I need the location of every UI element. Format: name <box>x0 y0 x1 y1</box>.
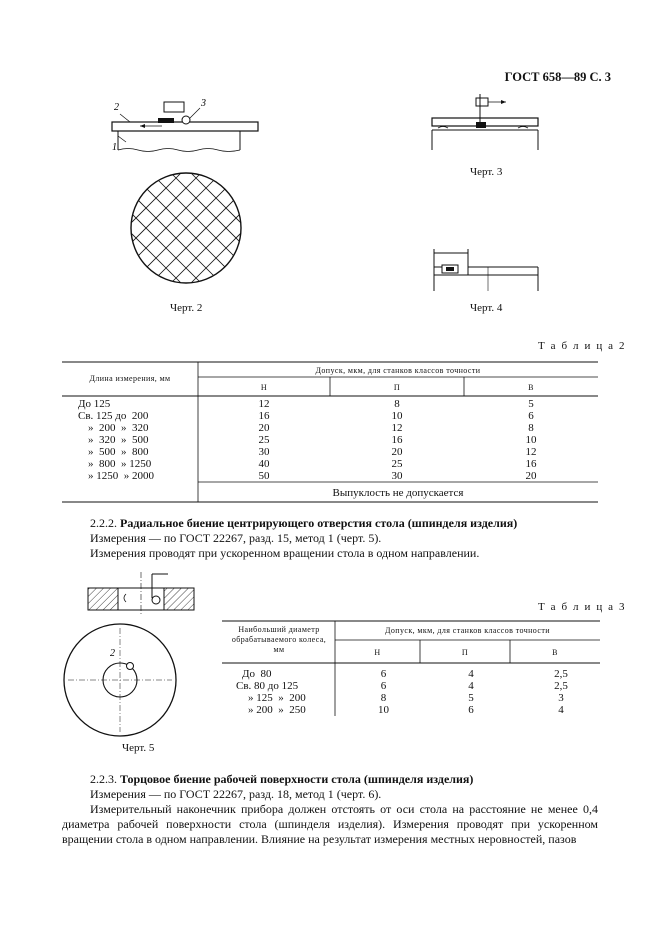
table-row: До 125 12 8 5 <box>78 398 534 410</box>
figure-3-caption: Черт. 3 <box>470 166 503 178</box>
table-row: » 200 » 320 20 12 8 <box>88 422 534 434</box>
table-row: » 1250 » 2000 50 30 20 <box>88 470 537 482</box>
section-223-heading <box>90 772 610 787</box>
table-2-class-h: Н <box>260 383 268 392</box>
section-222-line1: Измерения — по ГОСТ 22267, разд. 15, метод 1 (черт. 5). <box>90 531 382 545</box>
section-223-title: Торцовое биение рабочей поверхности стола (шпинделя изделия) <box>120 772 474 786</box>
section-223-paragraph: Измерительный наконечник прибора должен отстоять от оси стола на расстояние не менее 0,4 диаметра рабочей поверхности стола (шпинделя изделия). Измерения проводят при ускоренном вращении стола в одном направлении. Влияние на результат измерения местных неровностей, пазов <box>62 802 598 846</box>
fig2-label-1: 1 <box>112 142 117 153</box>
fig5-label-2: 2 <box>110 648 115 659</box>
table-3-caption: Т а б л и ц а 3 <box>538 601 627 613</box>
fig2-label-3: 3 <box>201 98 206 109</box>
table-row: » 125 » 200 8 5 3 <box>248 692 564 704</box>
table-row: » 500 » 800 30 20 12 <box>88 446 537 458</box>
section-222-title: Радиальное биение центрирующего отверстия стола (шпинделя изделия) <box>120 516 518 530</box>
table-3-body <box>236 668 606 716</box>
table-3-col-header: Наибольший диаметр обрабатываемого колеса, мм <box>231 625 327 654</box>
table-2-caption: Т а б л и ц а 2 <box>538 340 627 352</box>
table-3-class-v: В <box>552 648 558 657</box>
table-row: » 200 » 250 10 6 4 <box>248 704 564 716</box>
table-row: » 320 » 500 25 16 10 <box>88 434 537 446</box>
section-222-line2: Измерения проводят при ускоренном вращении стола в одном направлении. <box>90 546 480 560</box>
table-3-class-h: Н <box>374 648 381 657</box>
table-3-class-p: П <box>461 648 469 657</box>
table-2-footnote: Выпуклость не допускается <box>332 487 464 499</box>
table-row: До 80 6 4 2,5 <box>242 668 568 680</box>
page-header: ГОСТ 658—89 С. 3 <box>504 70 611 84</box>
fig2-label-2: 2 <box>114 102 119 113</box>
table-2-class-p: П <box>393 383 401 392</box>
figure-5-caption: Черт. 5 <box>122 742 155 754</box>
table-3-group-header: Допуск, мкм, для станков классов точности <box>385 626 550 635</box>
table-2-class-v: В <box>528 383 534 392</box>
table-row: Св. 125 до 200 16 10 6 <box>78 410 534 422</box>
table-row: Св. 80 до 125 6 4 2,5 <box>236 680 568 692</box>
figure-4-caption: Черт. 4 <box>470 302 503 314</box>
section-223-line1: Измерения — по ГОСТ 22267, разд. 18, метод 1 (черт. 6). <box>90 787 382 801</box>
table-row: » 800 » 1250 40 25 16 <box>88 458 537 470</box>
section-222-number: 2.2.2. <box>90 516 117 530</box>
table-2-group-header: Допуск, мкм, для станков классов точности <box>315 366 481 375</box>
table-2-col-header: Длина измерения, мм <box>89 374 171 383</box>
figure-2-caption: Черт. 2 <box>170 302 203 314</box>
section-223-number: 2.2.3. <box>90 772 117 786</box>
